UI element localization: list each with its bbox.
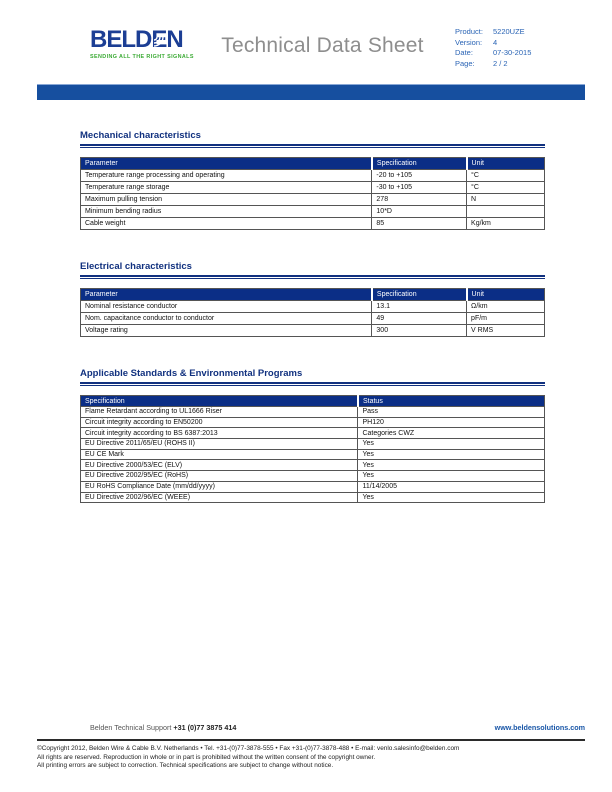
table-cell: Nominal resistance conductor [81,301,372,313]
section-applicable-standards [80,368,545,503]
table-cell: 85 [372,218,467,230]
meta-value: 07-30-2015 [493,48,532,57]
table-cell: 278 [372,194,467,206]
table-cell: Yes [358,449,545,460]
belden-wordmark [90,27,205,53]
meta-label: Version: [455,37,483,47]
table-cell: Flame Retardant according to UL1666 Riser [81,407,358,418]
table-row [81,325,545,337]
table-row [81,206,545,218]
table-cell: -30 to +105 [372,182,467,194]
column-header: Parameter [81,289,372,301]
table-cell: 13.1 [372,301,467,313]
meta-value: 2 / 2 [493,58,508,68]
meta-value: 5220UZE [493,27,525,36]
table-row [81,471,545,482]
table-cell: Kg/km [467,218,545,230]
table-cell: EU Directive 2000/53/EC (ELV) [81,460,358,471]
meta-label: Date: [455,48,473,57]
table-cell: pF/m [467,313,545,325]
table-row [81,449,545,460]
belden-logo [90,27,205,60]
logo-tagline: SENDING ALL THE RIGHT SIGNALS [90,54,194,60]
meta-version [455,38,531,49]
support-label: Belden Technical Support [90,723,172,732]
table-cell: Yes [358,471,545,482]
copyright-block [37,745,592,771]
table-cell: Nom. capacitance conductor to conductor [81,313,372,325]
column-header: Unit [467,289,545,301]
table-cell: EU Directive 2002/96/EC (WEEE) [81,492,358,503]
table-cell: Ω/km [467,301,545,313]
meta-label: Product: [455,27,483,36]
table-cell: N [467,194,545,206]
table-row [81,407,545,418]
footer-divider [37,739,585,741]
meta-page [455,59,531,70]
document-meta [455,27,531,69]
section-title: Mechanical characteristics [80,130,201,141]
column-header: Unit [467,158,545,170]
table-cell: 11/14/2005 [358,481,545,492]
applicable-standards-table [80,395,545,503]
support-line [37,723,585,732]
table-row [81,439,545,450]
support-contact [37,723,236,732]
table-cell [467,206,545,218]
column-header: Specification [372,289,467,301]
table-cell: Circuit integrity according to EN50200 [81,417,358,428]
meta-date [455,48,531,59]
table-row [81,194,545,206]
table-cell: Temperature range processing and operating [81,170,372,182]
table-row [81,313,545,325]
table-header-row [81,396,545,407]
table-cell: Yes [358,439,545,450]
table-row [81,428,545,439]
table-cell: Minimum bending radius [81,206,372,218]
section-underline [80,275,545,279]
table-cell: EU Directive 2011/65/EU (ROHS II) [81,439,358,450]
table-cell: V RMS [467,325,545,337]
table-cell: PH120 [358,417,545,428]
table-cell: EU RoHS Compliance Date (mm/dd/yyyy) [81,481,358,492]
table-row [81,218,545,230]
table-cell: -20 to +105 [372,170,467,182]
section-electrical-characteristics [80,261,545,337]
website-link[interactable]: www.beldensolutions.com [494,723,585,732]
table-row [81,460,545,471]
table-cell: EU Directive 2002/95/EC (RoHS) [81,471,358,482]
section-title: Electrical characteristics [80,261,192,272]
table-row [81,170,545,182]
table-header-row [81,289,545,301]
table-cell: EU CE Mark [81,449,358,460]
copyright-line: ©Copyright 2012, Belden Wire & Cable B.V. Netherlands • Tel. +31-(0)77-3878-555 • Fax +31-(0)77-3878-488 • E-mail: venlo.salesinfo@belden.com [37,745,460,752]
table-cell: 10*D [372,206,467,218]
electrical-characteristics-table [80,288,545,337]
table-cell: °C [467,170,545,182]
table-row [81,301,545,313]
column-header: Specification [372,158,467,170]
brand-text: BELDEN [90,26,183,53]
table-cell: Categories CWZ [358,428,545,439]
table-cell: Circuit integrity according to BS 6387:2013 [81,428,358,439]
table-row [81,492,545,503]
table-cell: °C [467,182,545,194]
column-header: Status [358,396,545,407]
table-cell: Yes [358,460,545,471]
table-cell: Pass [358,407,545,418]
table-cell: Yes [358,492,545,503]
table-cell: 49 [372,313,467,325]
table-cell: Cable weight [81,218,372,230]
copyright-line: All printing errors are subject to correction. Technical specifications are subject to change without notice. [37,762,334,770]
meta-product [455,27,531,38]
table-cell: Voltage rating [81,325,372,337]
section-underline [80,382,545,386]
header-divider-bar [37,84,585,100]
support-phone: +31 (0)77 3875 414 [173,723,237,732]
meta-value: 4 [493,37,498,47]
column-header: Parameter [81,158,372,170]
signal-arcs-icon [152,31,169,49]
meta-label: Page: [455,58,475,68]
copyright-line: All rights are reserved. Reproduction in whole or in part is prohibited without the written consent of the copyright owner. [37,753,376,761]
column-header: Specification [81,396,358,407]
mechanical-characteristics-table [80,157,545,230]
section-mechanical-characteristics [80,130,545,230]
section-title: Applicable Standards & Environmental Programs [80,368,303,379]
table-row [81,182,545,194]
table-cell: Maximum pulling tension [81,194,372,206]
table-cell: Temperature range storage [81,182,372,194]
page-title: Technical Data Sheet [221,34,424,57]
table-header-row [81,158,545,170]
table-row [81,481,545,492]
section-underline [80,144,545,148]
table-row [81,417,545,428]
table-cell: 300 [372,325,467,337]
